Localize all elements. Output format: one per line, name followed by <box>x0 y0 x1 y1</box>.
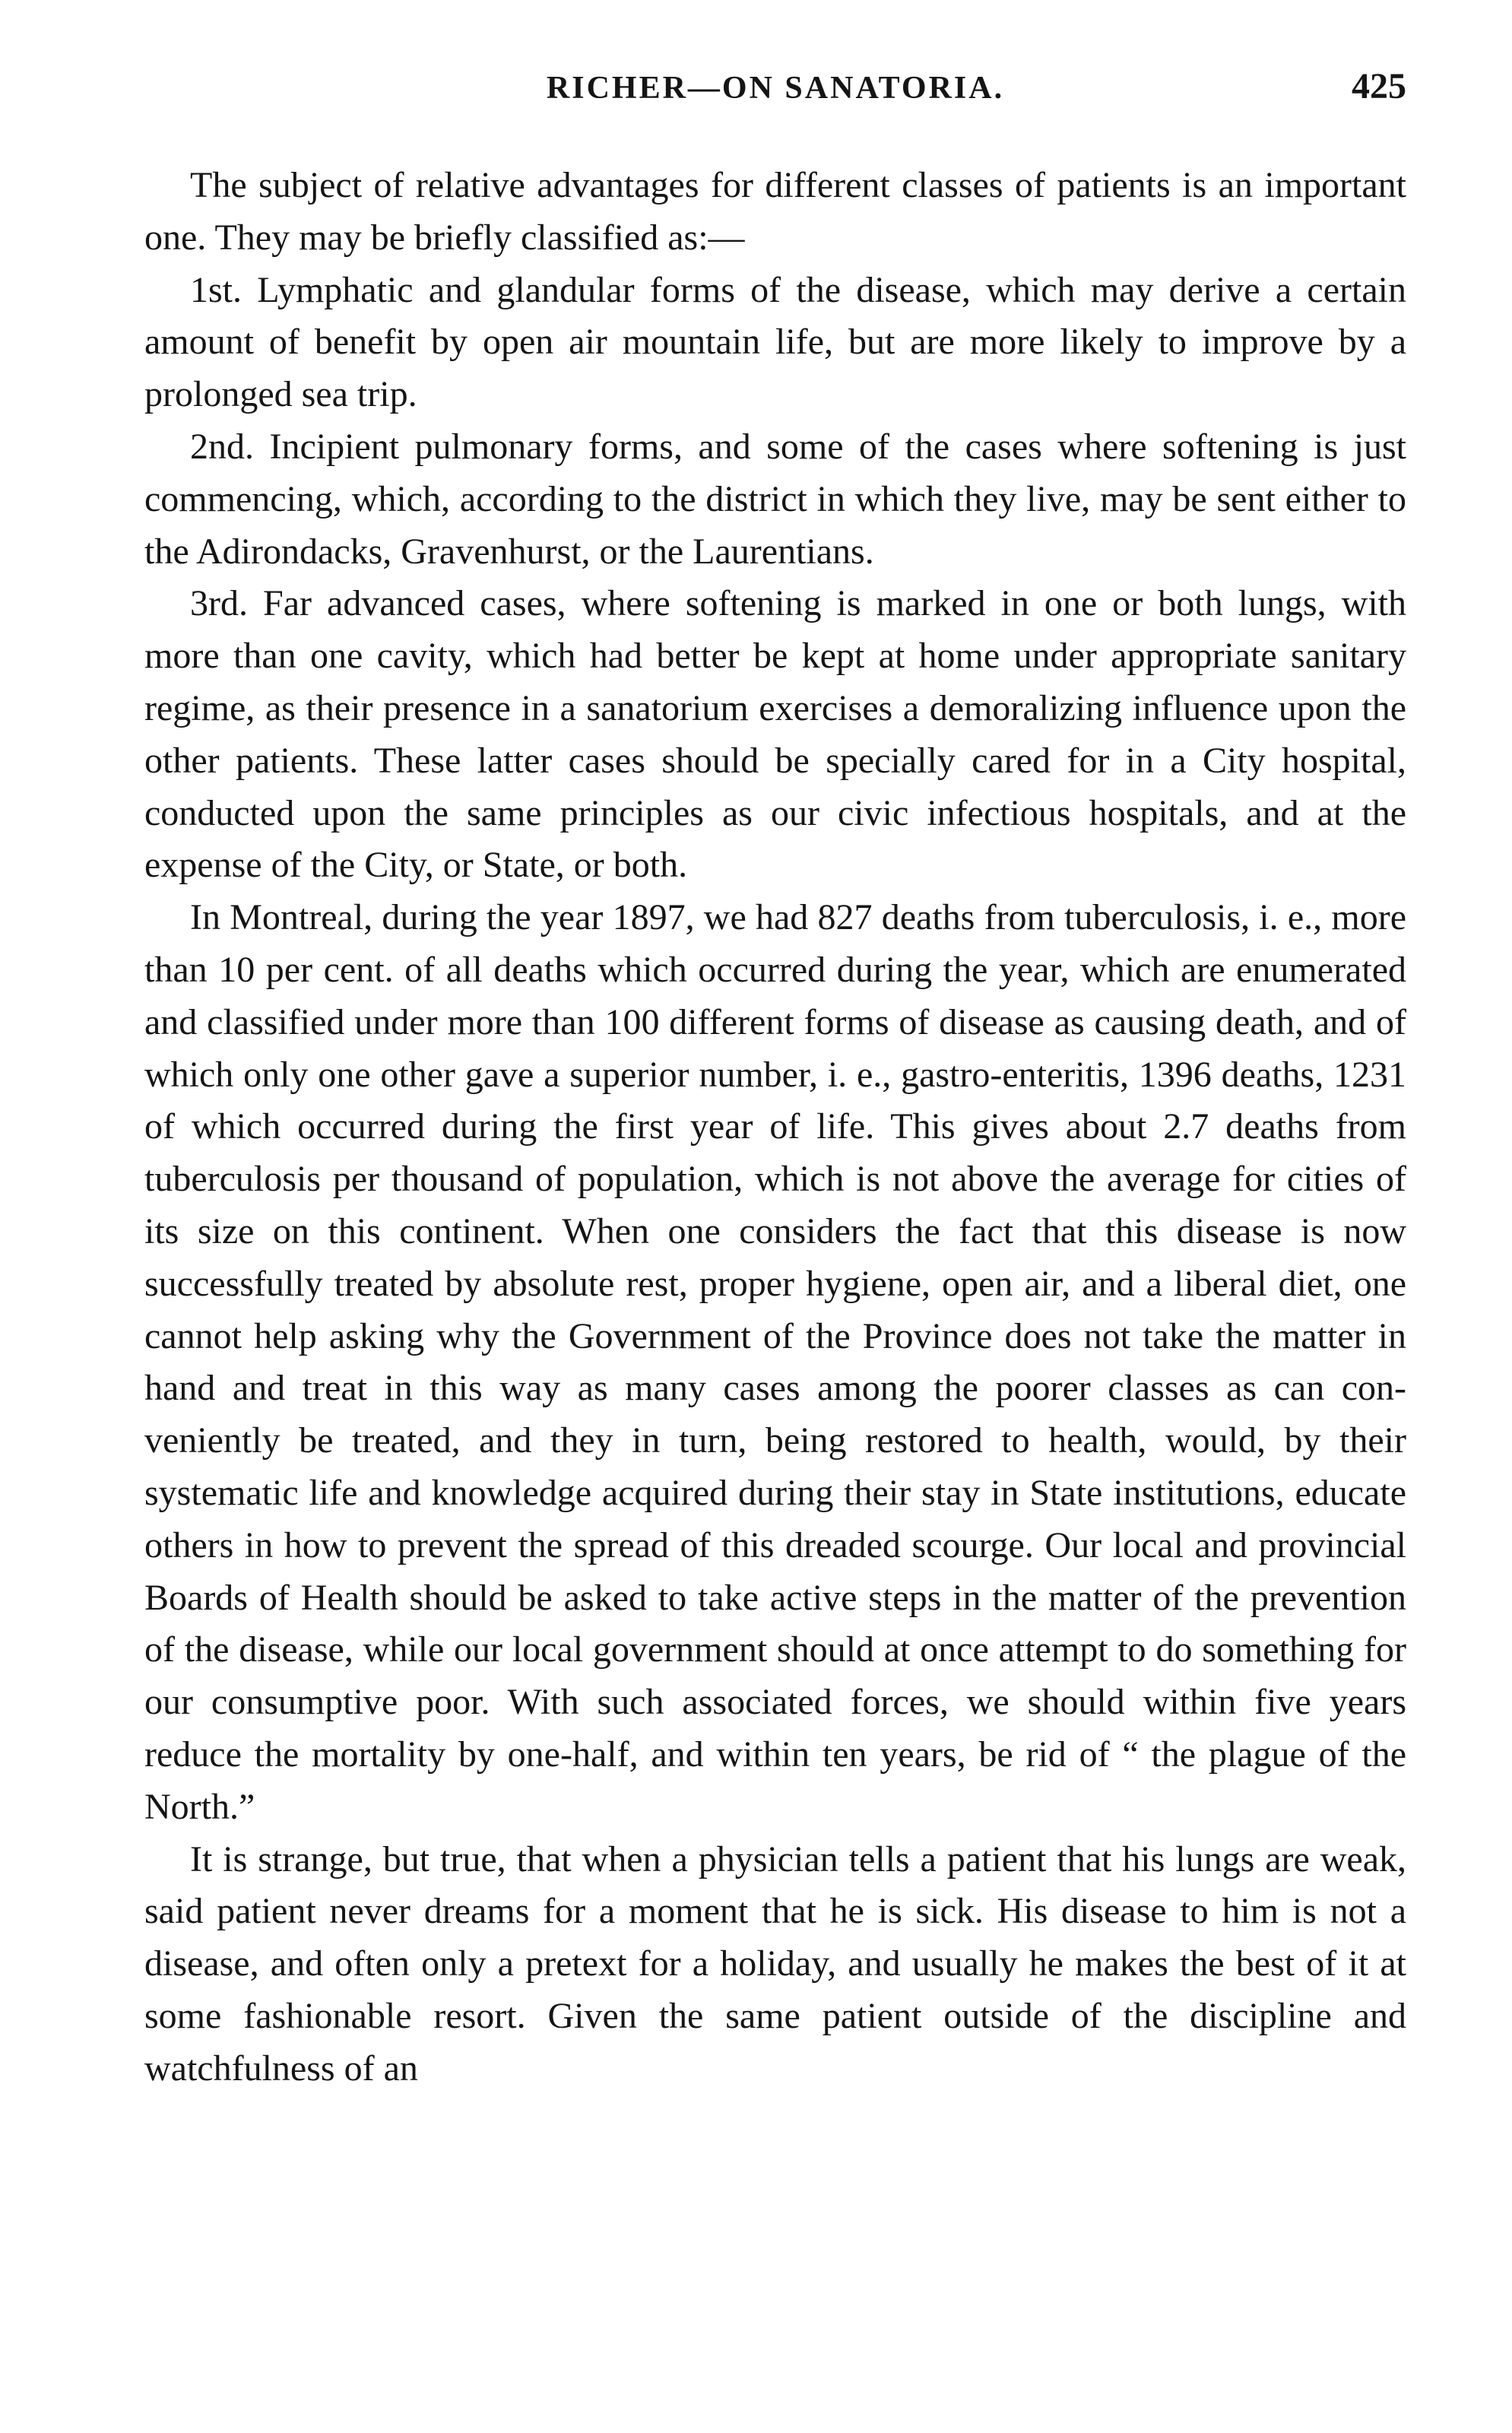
running-title: RICHER—ON SANATORIA. <box>546 71 1005 106</box>
paragraph-montreal-statistics: In Montreal, during the year 1897, we had 827 deaths from tuberculosis, i. e., more than 10 per cent. of all deaths which occurred during the year, which are enumerated and classified under more than 100 different forms of disease as causing death, and of which only one other gave a superior number, i. e., gastro-enteritis, 1396 deaths, 1231 of which occurred during the first year of life. This gives about 2.7 deaths from tuberculosis per thousand of population, which is not above the average for cities of its size on this continent. When one considers the fact that this disease is now successfully treated by absolute rest, proper hygiene, open air, and a liberal diet, one cannot help asking why the Government of the Province does not take the matter in hand and treat in this way as many cases among the poorer classes as can conveniently be treated, and they in turn, being restored to health, would, by their systematic life and knowledge acquired during their stay in State institutions, educate others in how to prevent the spread of this dreaded scourge. Our local and provincial Boards of Health should be asked to take active steps in the matter of the prevention of the disease, while our local government should at once attempt to do something for our consumptive poor. With such associated forces, we should within five years reduce the mortality by one-half, and within ten years, be rid of “ the plague of the North.” <box>144 897 1406 1827</box>
paragraph-third-class: 3rd. Far advanced cases, where softening is marked in one or both lungs, with more than one cavity, which had better be kept at home under appropriate sanitary regime, as their presence in a sanatorium exercises a demoralizing influence upon the other patients. These latter cases should be specially cared for in a City hospital, conducted upon the same principles as our civic infectious hospitals, and at the expense of the City, or State, or both. <box>144 583 1406 886</box>
paragraph-second-class: 2nd. Incipient pulmonary forms, and some of the cases where softening is just commencing, which, according to the district in which they live, may be sent either to the Adirondacks, Gravenhurst, or the Laurentians. <box>144 426 1406 572</box>
running-head <box>144 66 1406 123</box>
paragraph-intro: The subject of relative advantages for different classes of patients is an important one. They may be briefly classified as:— <box>144 165 1406 258</box>
body-text <box>144 160 1406 2095</box>
paragraph-physician-patient: It is strange, but true, that when a physician tells a patient that his lungs are weak, said patient never dreams for a moment that he is sick. His disease to him is not a disease, and often only a pretext for a holiday, and usually he makes the best of it at some fashionable resort. Given the same patient outside of the discipline and watchfulness of an <box>144 1838 1406 2089</box>
page-number: 425 <box>1352 66 1406 106</box>
paragraph-first-class: 1st. Lymphatic and glandular forms of the disease, which may derive a certain amount of benefit by open air mountain life, but are more likely to improve by a prolonged sea trip. <box>144 269 1406 415</box>
